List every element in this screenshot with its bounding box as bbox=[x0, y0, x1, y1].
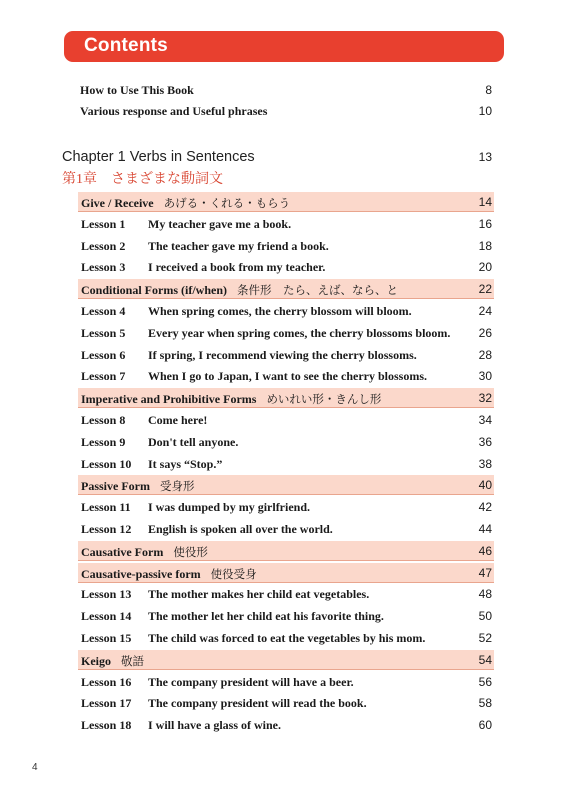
lesson-label: Lesson 3 bbox=[81, 260, 126, 275]
section-japanese-label: 使役形 bbox=[173, 546, 208, 559]
title-text: The teacher gave my friend a book. bbox=[148, 238, 329, 253]
toc-lesson-row[interactable] bbox=[78, 301, 494, 320]
toc-page-number: 14 bbox=[478, 195, 492, 209]
lesson-label: Lesson 2 bbox=[81, 238, 126, 253]
toc-page-number: 16 bbox=[478, 216, 492, 231]
lesson-label: Lesson 15 bbox=[81, 631, 132, 645]
toc-page-number: 20 bbox=[478, 260, 492, 275]
toc-page-number: 40 bbox=[478, 478, 492, 493]
title-text: I received a book from my teacher. bbox=[148, 260, 326, 275]
toc-page-number: 54 bbox=[478, 652, 492, 667]
title-text: If spring, I recommend viewing the cherry blossoms. bbox=[148, 347, 417, 362]
toc-page-number: 46 bbox=[478, 543, 492, 558]
toc-lesson-row[interactable] bbox=[78, 672, 494, 691]
toc-page-number: 30 bbox=[478, 369, 492, 384]
section-title bbox=[81, 566, 257, 582]
lesson-title bbox=[148, 239, 329, 254]
lesson-title bbox=[148, 304, 412, 319]
chapter-page: 13 bbox=[478, 150, 492, 164]
section-japanese-label: 使役受身 bbox=[210, 568, 257, 581]
toc-page-number: 24 bbox=[478, 304, 492, 318]
lesson-title bbox=[148, 587, 369, 602]
toc-intro-title: How to Use This Book bbox=[80, 83, 194, 97]
section-title bbox=[81, 195, 290, 211]
title-text: Imperative and Prohibitive Forms bbox=[81, 392, 257, 407]
toc-section-row[interactable] bbox=[78, 192, 494, 212]
toc-lesson-row[interactable] bbox=[78, 584, 494, 603]
toc-lesson-row[interactable] bbox=[78, 693, 494, 712]
lesson-title bbox=[148, 413, 207, 428]
section-title bbox=[81, 391, 381, 407]
lesson-title bbox=[148, 696, 367, 711]
section-title bbox=[81, 478, 194, 494]
title-text: Come here! bbox=[148, 413, 208, 427]
toc-section-row[interactable] bbox=[78, 279, 494, 299]
lesson-label: Lesson 16 bbox=[81, 674, 132, 689]
toc-page-number: 42 bbox=[478, 500, 492, 515]
title-text: Every year when spring comes, the cherry blossoms bloom. bbox=[148, 325, 451, 340]
section-title bbox=[81, 544, 208, 560]
lesson-title bbox=[148, 326, 450, 341]
toc-page-number: 32 bbox=[478, 391, 492, 406]
title-text: I will have a glass of wine. bbox=[148, 718, 282, 733]
toc-section-row[interactable] bbox=[78, 563, 494, 583]
toc-page-number: 38 bbox=[478, 456, 492, 471]
toc-lesson-row[interactable] bbox=[78, 410, 494, 429]
lesson-label: Lesson 14 bbox=[81, 609, 132, 624]
toc-page-number: 18 bbox=[478, 238, 492, 253]
toc-lesson-row[interactable] bbox=[78, 366, 494, 385]
toc-page-number: 44 bbox=[478, 522, 492, 536]
title-text: Keigo bbox=[81, 653, 111, 668]
lesson-title bbox=[148, 500, 310, 515]
toc-page-number: 60 bbox=[478, 718, 492, 733]
toc-page-number: 47 bbox=[478, 565, 492, 580]
section-title bbox=[81, 653, 144, 669]
lesson-label: Lesson 4 bbox=[81, 304, 126, 318]
toc-page-number: 26 bbox=[478, 325, 492, 340]
toc-section-row[interactable] bbox=[78, 388, 494, 408]
toc-intro-title: Various response and Useful phrases bbox=[80, 104, 268, 118]
toc-page-number: 22 bbox=[478, 282, 492, 297]
title-text: My teacher gave me a book. bbox=[148, 216, 292, 231]
section-japanese-label: 条件形 たら、えば、なら、と bbox=[237, 285, 399, 298]
toc-lesson-row[interactable] bbox=[78, 257, 494, 276]
title-text: The child was forced to eat the vegetables by his mom. bbox=[148, 631, 426, 645]
lesson-label: Lesson 7 bbox=[81, 369, 126, 384]
title-text: I was dumped by my girlfriend. bbox=[148, 500, 311, 515]
lesson-label: Lesson 12 bbox=[81, 522, 132, 536]
section-japanese-label: めいれい形・きんし形 bbox=[266, 394, 382, 407]
lesson-title bbox=[148, 369, 427, 384]
title-text: The company president will read the book. bbox=[148, 696, 367, 711]
toc-section-row[interactable] bbox=[78, 650, 494, 670]
lesson-label: Lesson 1 bbox=[81, 216, 126, 231]
toc-lesson-row[interactable] bbox=[78, 323, 494, 342]
toc-page-number: 52 bbox=[478, 631, 492, 645]
toc-lesson-row[interactable] bbox=[78, 519, 494, 538]
toc-section-row[interactable] bbox=[78, 541, 494, 561]
toc-lesson-row[interactable] bbox=[78, 214, 494, 233]
lesson-title bbox=[148, 609, 384, 624]
lesson-title bbox=[148, 435, 238, 450]
page-number: 4 bbox=[32, 762, 38, 773]
page-title: Contents bbox=[84, 35, 168, 56]
lesson-label: Lesson 18 bbox=[81, 718, 132, 733]
title-text: When I go to Japan, I want to see the cherry blossoms. bbox=[148, 369, 427, 384]
toc-page-number: 56 bbox=[478, 674, 492, 689]
section-title bbox=[81, 282, 398, 298]
section-japanese-label: あげる・くれる・もらう bbox=[163, 198, 291, 210]
title-text: Conditional Forms (if/when) bbox=[81, 283, 228, 298]
toc-lesson-row[interactable] bbox=[78, 606, 494, 625]
lesson-title bbox=[148, 675, 354, 690]
toc-page-number: 36 bbox=[478, 434, 492, 449]
title-text: The mother let her child eat his favorite thing. bbox=[148, 609, 384, 624]
title-text: Causative Form bbox=[81, 544, 164, 559]
lesson-title bbox=[148, 348, 417, 363]
title-text: When spring comes, the cherry blossom will bloom. bbox=[148, 304, 412, 318]
lesson-title bbox=[148, 260, 325, 275]
lesson-title bbox=[148, 718, 281, 733]
title-text: Don't tell anyone. bbox=[148, 434, 239, 449]
title-text: It says “Stop.” bbox=[148, 456, 223, 471]
lesson-label: Lesson 11 bbox=[81, 500, 131, 515]
title-text: Passive Form bbox=[81, 479, 150, 494]
toc-lesson-row[interactable] bbox=[78, 497, 494, 516]
lesson-label: Lesson 6 bbox=[81, 347, 126, 362]
lesson-title bbox=[148, 522, 333, 537]
lesson-label: Lesson 8 bbox=[81, 413, 126, 427]
toc-lesson-row[interactable] bbox=[78, 432, 494, 451]
lesson-title bbox=[148, 217, 291, 232]
title-text: Causative-passive form bbox=[81, 566, 201, 581]
toc-lesson-row[interactable] bbox=[78, 454, 494, 473]
lesson-title bbox=[148, 631, 425, 646]
lesson-label: Lesson 9 bbox=[81, 434, 126, 449]
toc-page-number: 28 bbox=[478, 347, 492, 362]
lesson-label: Lesson 13 bbox=[81, 587, 132, 602]
toc-lesson-row[interactable] bbox=[78, 715, 494, 734]
lesson-label: Lesson 10 bbox=[81, 456, 132, 471]
chapter-japanese-title: 第1章 さまざまな動詞文 bbox=[62, 172, 223, 187]
toc-lesson-row[interactable] bbox=[78, 628, 494, 647]
toc-page-number: 58 bbox=[478, 696, 492, 711]
title-text: The mother makes her child eat vegetables. bbox=[148, 587, 370, 602]
toc-page-number: 50 bbox=[478, 609, 492, 624]
toc-page-number: 34 bbox=[478, 413, 492, 427]
lesson-title bbox=[148, 457, 222, 472]
lesson-label: Lesson 17 bbox=[81, 696, 132, 711]
title-text: English is spoken all over the world. bbox=[148, 522, 333, 536]
toc-page-number: 48 bbox=[478, 587, 492, 602]
chapter-title: Chapter 1 Verbs in Sentences bbox=[62, 149, 255, 165]
toc-lesson-row[interactable] bbox=[78, 345, 494, 364]
title-text: Give / Receive bbox=[81, 196, 154, 210]
lesson-label: Lesson 5 bbox=[81, 325, 126, 340]
toc-section-row[interactable] bbox=[78, 475, 494, 495]
section-japanese-label: 受身形 bbox=[159, 481, 195, 494]
toc-lesson-row[interactable] bbox=[78, 236, 494, 255]
title-text: The company president will have a beer. bbox=[148, 674, 354, 689]
toc-intro-page: 10 bbox=[478, 104, 492, 118]
toc-intro-page: 8 bbox=[485, 83, 492, 97]
section-japanese-label: 敬語 bbox=[121, 655, 144, 668]
